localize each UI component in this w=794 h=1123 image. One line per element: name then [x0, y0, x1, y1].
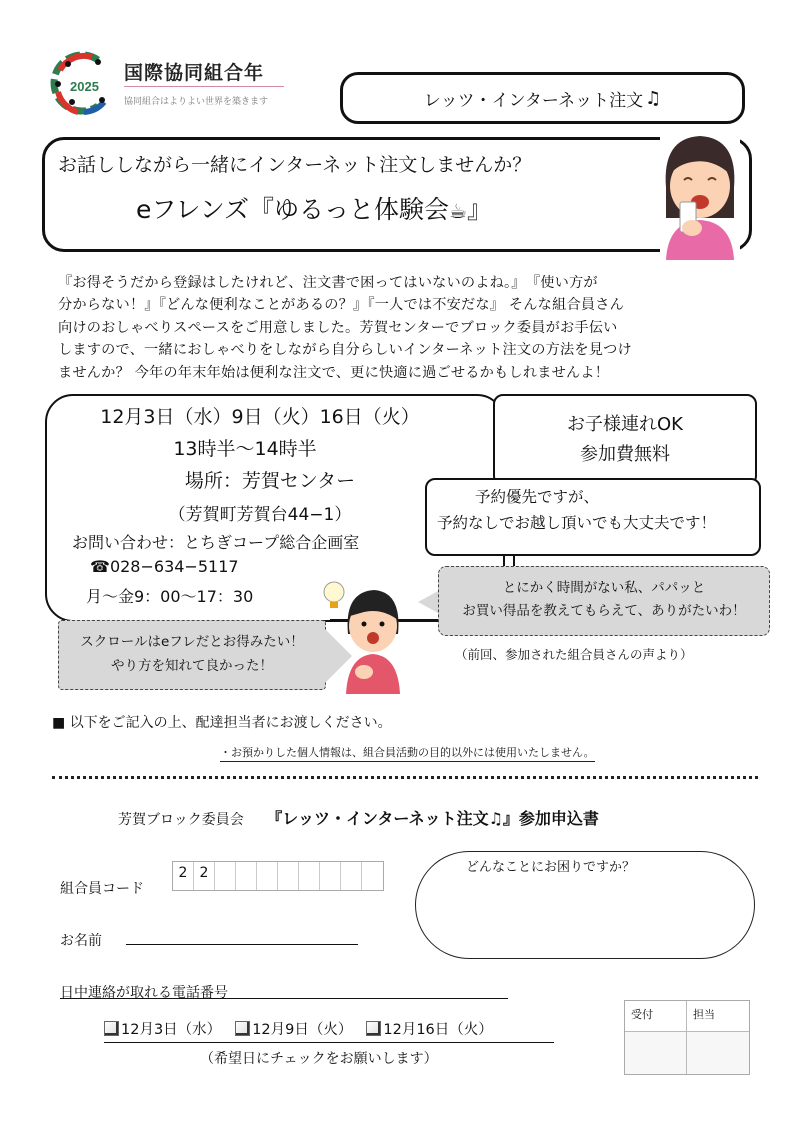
music-note-icon: ♫	[645, 87, 662, 109]
staff-header: 担当	[687, 1001, 749, 1032]
event-time: 13時半〜14時半	[173, 438, 317, 460]
name-label: お名前	[60, 933, 102, 949]
intro-paragraph: 『お得そうだから登録はしたけれど、注文書で困ってはいないのよね。』 『使い方が 分からない！』『どんな便利なことがあるの？』『一人では不安だな』 そんな組合員さん 向けのおしゃべりスペースをご用意しました。芳賀センターでブロック委員がお手伝い しますので、一緒におしゃべりをしながら自分らしいインターネット注文の方法を見つけ ませんか？ 今年の年末年始は便利な注文で、更に快適に過ごせるかもしれませんよ！	[58, 275, 632, 381]
event-phone: ☎028−634−5117	[90, 557, 239, 576]
date-options	[104, 1018, 554, 1043]
form-title: 『レッツ・インターネット注文♫』参加申込書	[266, 809, 599, 828]
member-code-cell[interactable]	[278, 862, 299, 890]
form-heading	[118, 806, 599, 829]
event-place: 場所：芳賀センター	[184, 470, 356, 492]
reservation-box: 予約優先ですが、 予約なしでお越し頂いでも大丈夫です！	[425, 478, 761, 556]
org-title: 国際協同組合年	[124, 62, 265, 84]
testimonial-bubble: スクロールはeフレだとお得みたい！ やり方を知れて良かった！	[58, 620, 326, 690]
cut-line-separator	[52, 776, 758, 779]
woman-with-phone-illustration	[652, 128, 748, 260]
program-title-pill	[340, 72, 745, 124]
kids-ok: お子様連れOK	[567, 414, 683, 435]
event-hours: 月〜金9：00〜17：30	[86, 587, 254, 606]
checkbox[interactable]	[366, 1021, 381, 1036]
testimonial-bubble: とにかく時間がない私、パパッと お買い得品を教えてもらえて、ありがたいわ！	[438, 566, 770, 636]
daytime-phone-label: 日中連絡が取れる電話番号	[60, 985, 228, 1001]
member-code-cell[interactable]	[299, 862, 320, 890]
committee-name: 芳賀ブロック委員会	[118, 812, 244, 828]
privacy-note: ・お預かりした個人情報は、組合員活動の目的以外には使用いたしません。	[220, 744, 595, 762]
checkbox[interactable]	[104, 1021, 119, 1036]
member-code-cell[interactable]	[236, 862, 257, 890]
phone-icon: ☎	[90, 557, 110, 576]
member-code-cell[interactable]	[362, 862, 383, 890]
svg-text:2025: 2025	[70, 79, 99, 94]
received-header: 受付	[625, 1001, 687, 1032]
coffee-cup-icon: ☕	[449, 199, 467, 223]
woman-with-lightbulb-illustration	[318, 572, 414, 694]
date-option-dec9[interactable]: 12月9日（火）	[235, 1018, 352, 1039]
trouble-label: どんなことにお困りですか？	[466, 860, 636, 875]
received-stamp-cell	[625, 1032, 687, 1074]
square-bullet-icon: ■	[52, 715, 70, 731]
office-use-table	[624, 1000, 750, 1075]
daytime-phone-field[interactable]	[60, 998, 508, 999]
member-code-label: 組合員コード	[60, 881, 144, 897]
title-rule	[124, 86, 284, 87]
name-field[interactable]	[126, 944, 358, 945]
speech-bubble-tail	[418, 590, 440, 614]
org-subtitle: 協同組合はよりよい世界を築きます	[124, 97, 269, 107]
date-option-dec16[interactable]: 12月16日（火）	[366, 1018, 492, 1039]
member-code-cell[interactable]: 2	[173, 862, 194, 890]
perks-box	[493, 394, 757, 486]
free-fee: 参加費無料	[580, 444, 670, 465]
member-code-cell[interactable]	[320, 862, 341, 890]
member-code-cell[interactable]	[215, 862, 236, 890]
instruction-text: ■ 以下をご記入の上、配達担当者にお渡しください。	[52, 715, 392, 731]
member-code-cell[interactable]	[257, 862, 278, 890]
checkbox[interactable]	[235, 1021, 250, 1036]
program-title: レッツ・インターネット注文	[423, 90, 644, 111]
member-code-field[interactable]	[172, 861, 384, 891]
date-hint: （希望日にチェックをお願いします）	[200, 1051, 438, 1067]
testimonial-source: （前回、参加された組合員さんの声より）	[455, 647, 693, 662]
member-code-cell[interactable]: 2	[194, 862, 215, 890]
event-address: （芳賀町芳賀台44−1）	[168, 505, 352, 525]
date-option-dec3[interactable]: 12月3日（水）	[104, 1018, 221, 1039]
iyc-2025-logo	[48, 50, 114, 116]
event-dates: 12月3日（水）9日（火）16日（火）	[100, 406, 420, 428]
member-code-cell[interactable]	[341, 862, 362, 890]
headline-event-name: eフレンズ『ゆるっと体験会☕』	[136, 195, 492, 224]
event-contact: お問い合わせ：とちぎコープ総合企画室	[72, 533, 360, 552]
staff-stamp-cell	[687, 1032, 749, 1074]
headline-question: お話ししながら一緒にインターネット注文しませんか？	[58, 154, 532, 176]
